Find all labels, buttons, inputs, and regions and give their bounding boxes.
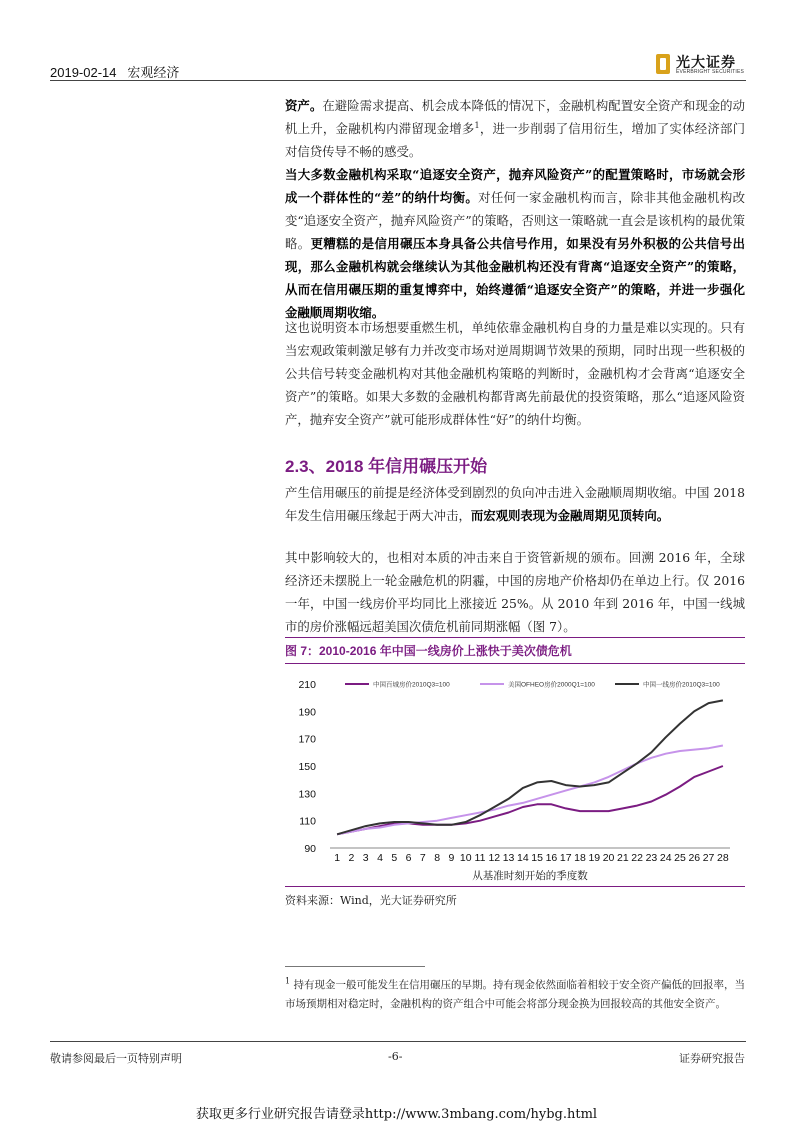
x-tick-label: 8 (434, 852, 441, 864)
x-tick-label: 6 (405, 852, 412, 864)
x-tick-label: 3 (362, 852, 369, 864)
figure-source: 资料来源：Wind，光大证券研究所 (285, 894, 457, 907)
x-tick-label: 26 (688, 852, 701, 864)
logo-mark-icon (656, 54, 670, 74)
p2-bold-2: 更糟糕的是信用碾压本身具备公共信号作用，如果没有另外积极的公共信号出现，那么金融机构就会继续认为其他金融机构还没有背离“追逐安全资产”的策略，从而在信用碾压期的重复博弈中，始终遵循“追逐安全资产”的策略，并进一步强化金融顺周期收缩。 (285, 236, 745, 320)
p4-text: 产生信用碾压的前提是经济体受到剧烈的负向冲击进入金融顺周期收缩。中国 2018 年发生信用碾压缘起于两大冲击， (285, 485, 745, 523)
x-axis (334, 852, 729, 864)
x-tick-label: 28 (717, 852, 729, 864)
y-tick-label: 170 (298, 733, 316, 746)
x-tick-label: 24 (659, 852, 672, 864)
x-tick-label: 2 (348, 852, 355, 864)
p1-text-2: ，进一步削弱了信用衍生，增加了实体经济部门对信贷传导不畅的感受。 (285, 121, 746, 159)
logo-name: 光大证券 (676, 55, 736, 71)
line-chart (285, 670, 745, 885)
paragraph-2 (285, 163, 745, 324)
footnote-mark: 1 (285, 976, 291, 986)
x-tick-label: 15 (531, 852, 543, 864)
footnote-text: 持有现金一般可能发生在信用碾压的早期。持有现金依然面临着相较于安全资产偏低的回报率，当市场预期相对稳定时，金融机构的资产组合中可能会将部分现金换为回报较高的其他安全资产。 (285, 979, 745, 1010)
figure-bottom-rule (285, 886, 745, 887)
paragraph-5 (285, 546, 745, 638)
x-tick-label: 1 (334, 852, 341, 864)
section-title: 2.3、2018 年信用碾压开始 (285, 457, 488, 476)
footer-report-type: 证券研究报告 (679, 1052, 745, 1065)
x-tick-label: 19 (588, 852, 601, 864)
x-tick-label: 5 (391, 852, 398, 864)
p4-bold: 而宏观则表现为金融周期见顶转向。 (470, 508, 670, 523)
x-tick-label: 22 (631, 852, 643, 864)
header-divider (50, 80, 746, 81)
x-axis-label: 从基准时刻开始的季度数 (472, 870, 588, 882)
x-tick-label: 25 (674, 852, 686, 864)
paragraph-3 (285, 316, 745, 431)
x-tick-label: 12 (488, 852, 501, 864)
legend-label: 中国一线房价2010Q3=100 (643, 681, 720, 689)
y-tick-label: 110 (299, 815, 316, 828)
y-tick-label: 90 (304, 843, 316, 855)
download-link-note[interactable]: 获取更多行业研究报告请登录http://www.3mbang.com/hybg.html (195, 1107, 598, 1122)
x-tick-label: 4 (377, 852, 383, 864)
figure-title-rule (285, 663, 745, 664)
footnote-divider (285, 966, 425, 967)
legend-label: 中国百城房价2010Q3=100 (373, 681, 450, 689)
x-tick-label: 27 (702, 852, 715, 864)
x-tick-label: 18 (574, 852, 586, 864)
y-tick-label: 150 (298, 761, 316, 773)
x-tick-label: 11 (474, 852, 486, 864)
x-tick-label: 20 (602, 852, 615, 864)
p1-text: 在避险需求提高、机会成本降低的情况下，金融机构配置安全资产和现金的动机上升，金融机构内滞留现金增多 (285, 98, 746, 136)
p2-text: 对任何一家金融机构而言，除非其他金融机构改变“追逐安全资产，抛弃风险资产”的策略，否则这一策略就一直会是该机构的最优策略。 (285, 190, 745, 251)
series-line-3 (337, 700, 723, 834)
x-tick-label: 23 (645, 852, 658, 864)
paragraph-1 (285, 94, 745, 163)
x-tick-label: 9 (448, 852, 455, 864)
p2-bold-1: 当大多数金融机构采取“追逐安全资产，抛弃风险资产”的配置策略时，市场就会形成一个群体性的“差”的纳什均衡。 (285, 167, 745, 205)
x-tick-label: 16 (545, 852, 558, 864)
footnote (285, 976, 745, 1014)
legend-label: 美国OFHEO房价2000Q1=100 (508, 681, 595, 689)
chart-legend (345, 680, 720, 689)
x-tick-label: 7 (419, 852, 426, 864)
series-line-2 (337, 746, 723, 835)
x-tick-label: 10 (459, 852, 472, 864)
p3-text: 这也说明资本市场想要重燃生机，单纯依靠金融机构自身的力量是难以实现的。只有当宏观政策刺激足够有力并改变市场对逆周期调节效果的预期，同时出现一些积极的公共信号转变金融机构对其他金融机构策略的判断时，金融机构才会背离“追逐安全资产”的策略。如果大多数的金融机构都背离先前最优的投资策略，那么“追逐风险资产，抛弃安全资产”就可能形成群体性“好”的纳什均衡。 (285, 320, 745, 427)
series-lines (337, 700, 723, 834)
paragraph-4 (285, 481, 745, 527)
footer-disclaimer: 敬请参阅最后一页特别声明 (50, 1052, 182, 1065)
page-number: -6- (388, 1050, 403, 1063)
p5-text: 其中影响较大的，也相对本质的冲击来自于资管新规的颁布。回溯 2016 年，全球经济还未摆脱上一轮金融危机的阴霾，中国的房地产价格却仍在单边上行。仅 2016 一年，中国一线房价平均同比上涨接近 25%。从 2010 年到 2016 年，中国一线城市的房价涨幅远超美国次债危机前同期涨幅（图 7）。 (285, 550, 745, 634)
figure-title: 图 7：2010-2016 年中国一线房价上涨快于美次债危机 (285, 644, 572, 658)
y-tick-label: 130 (298, 788, 316, 801)
p1-bold: 资产。 (285, 98, 323, 113)
report-date: 2019-02-14 (50, 65, 117, 80)
logo-subtitle: EVERBRIGHT SECURITIES (676, 69, 745, 75)
report-category: 宏观经济 (127, 65, 180, 80)
report-date-category (50, 62, 179, 81)
x-tick-label: 13 (502, 852, 515, 864)
y-tick-label: 190 (298, 706, 316, 719)
footnote-ref[interactable]: 1 (474, 120, 480, 130)
y-tick-label: 210 (298, 679, 316, 691)
x-tick-label: 21 (617, 852, 629, 864)
footer-divider (50, 1041, 746, 1042)
x-tick-label: 14 (517, 852, 529, 864)
figure-top-rule (285, 637, 745, 638)
x-tick-label: 17 (559, 852, 572, 864)
company-logo (656, 52, 746, 78)
y-axis (298, 679, 316, 855)
